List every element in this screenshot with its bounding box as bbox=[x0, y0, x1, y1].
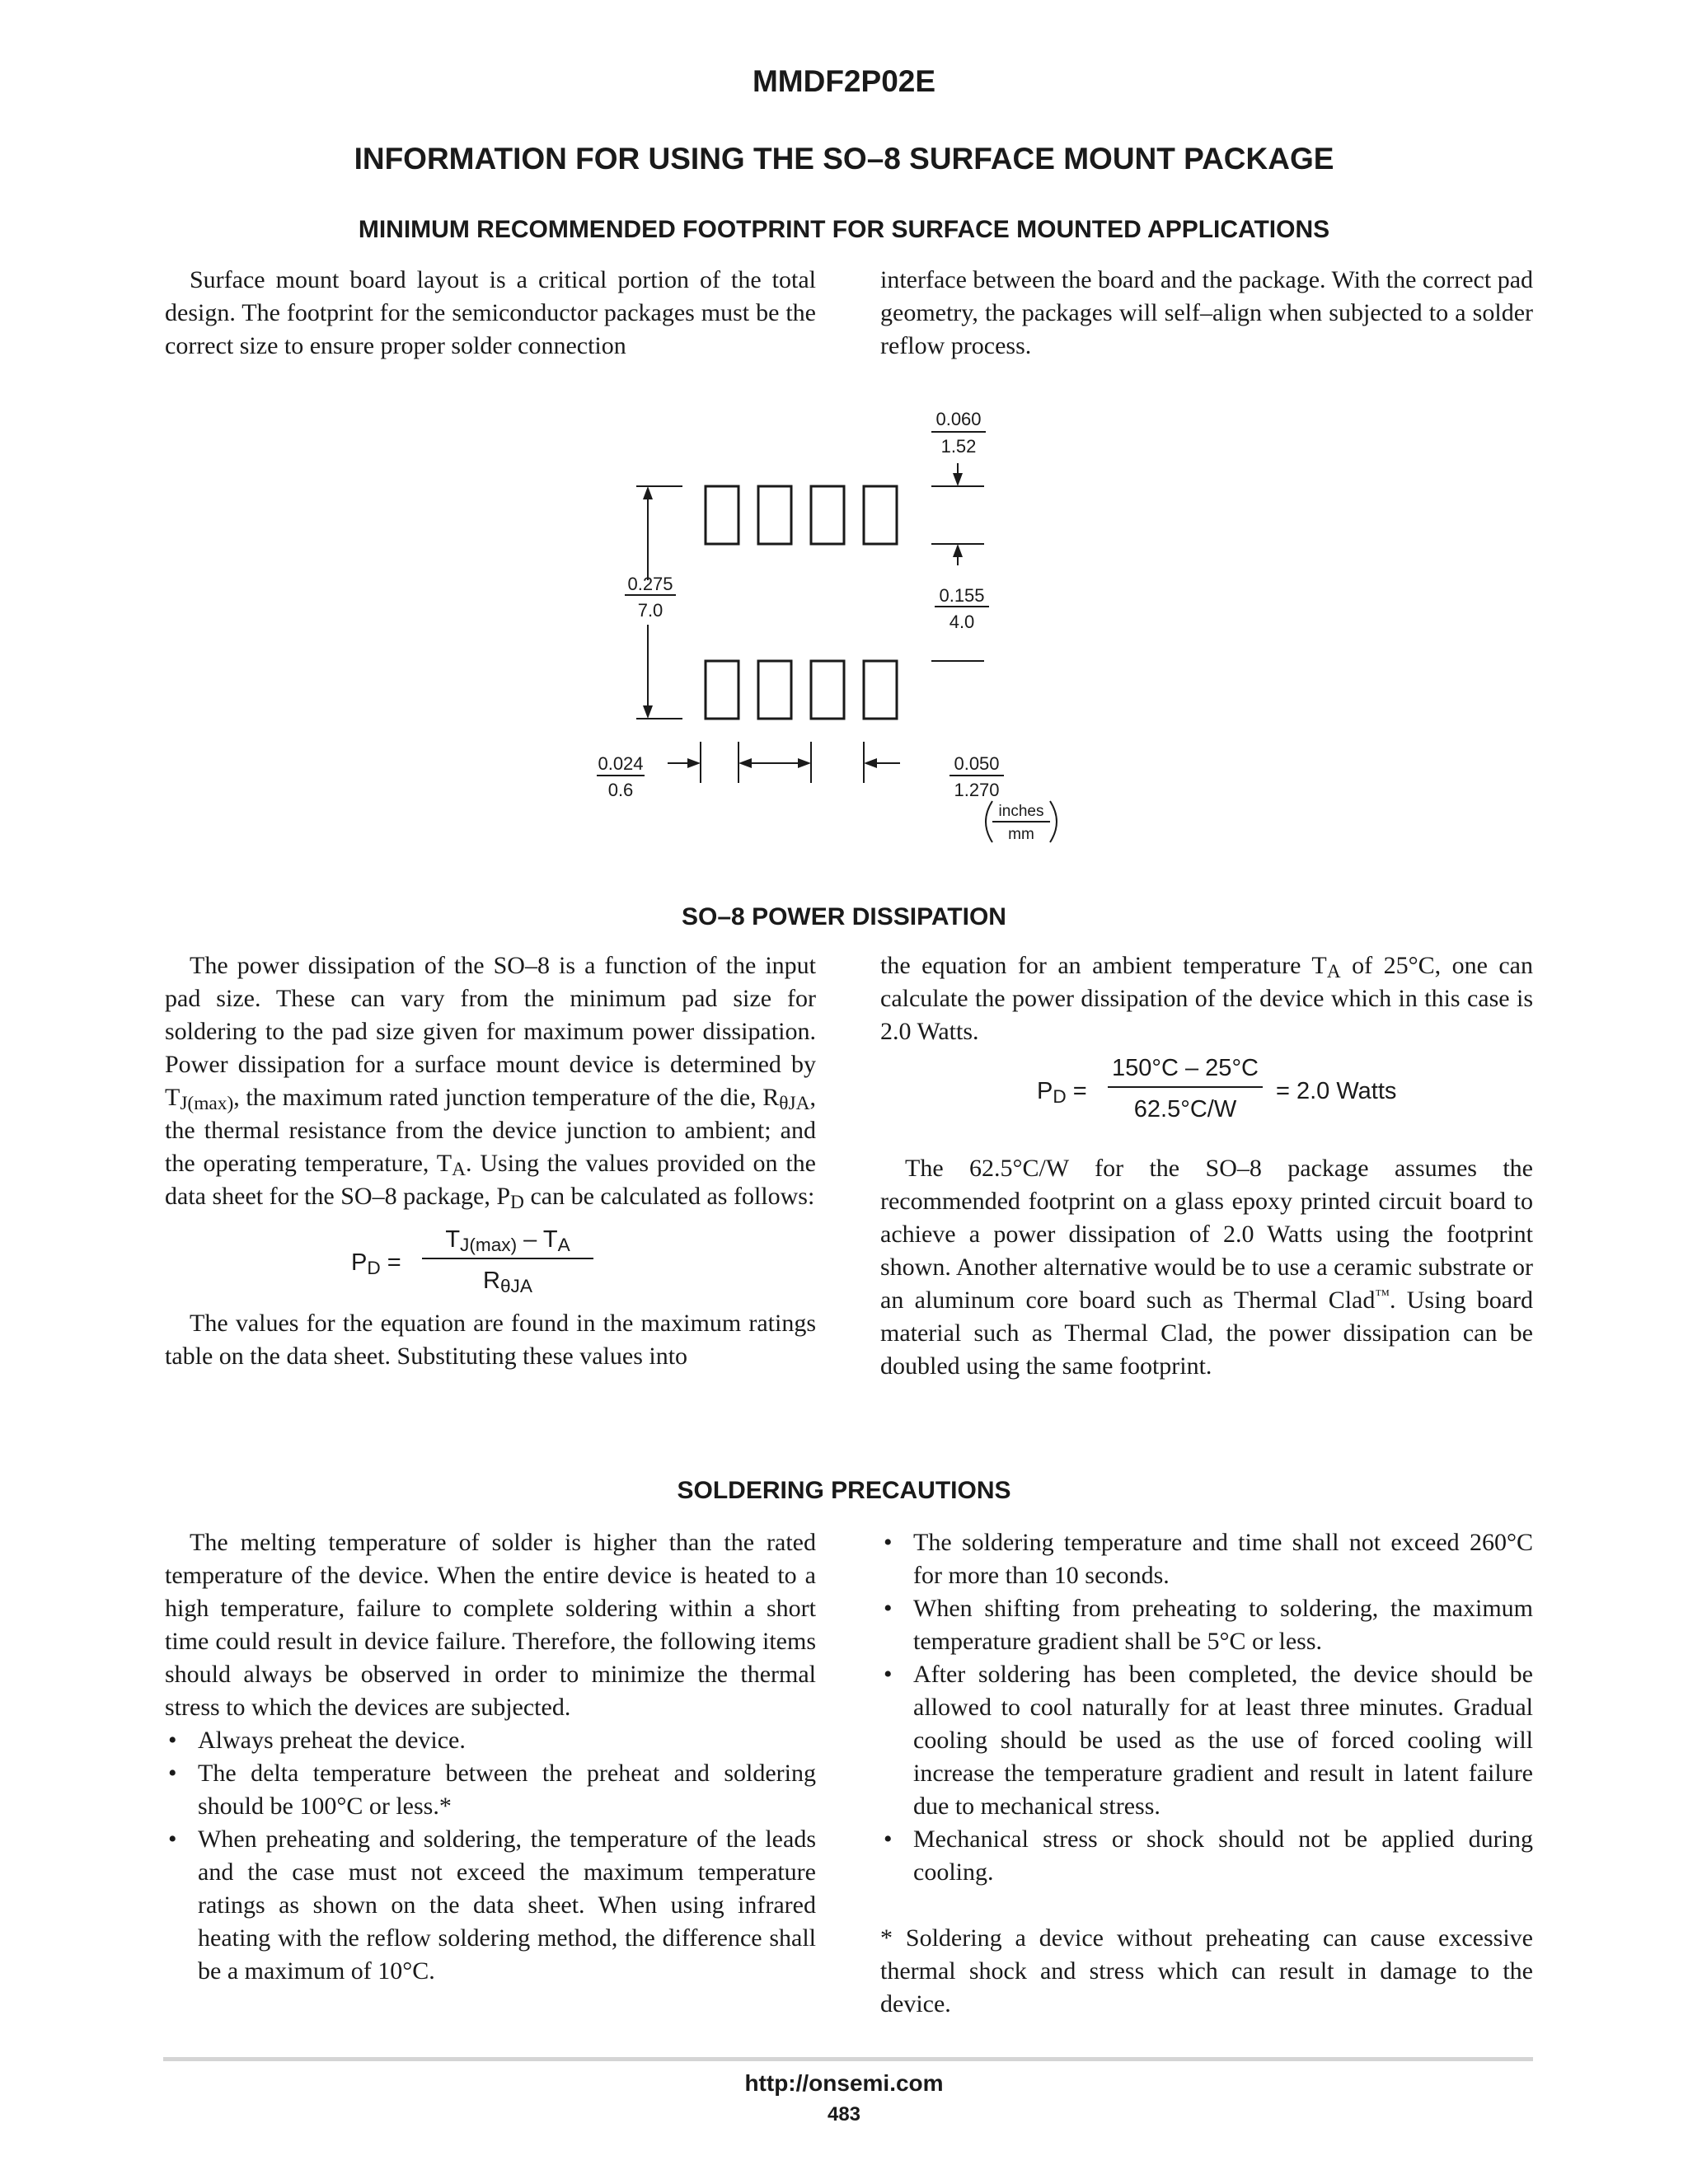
soldering-heading: SOLDERING PRECAUTIONS bbox=[677, 1477, 1011, 1504]
footer-link[interactable]: http://onsemi.com bbox=[744, 2070, 944, 2096]
unit-mm: mm bbox=[1008, 826, 1034, 843]
arrow-right-icon bbox=[798, 758, 811, 768]
footprint-paragraph-left: Surface mount board layout is a critical portion of the total design. The footprint for the semiconductor packages must be the correct size to ensure proper solder connection bbox=[165, 266, 816, 359]
list-item: • Mechanical stress or shock should not be applied during cooling. bbox=[880, 1823, 1533, 1889]
list-item: • After soldering has been completed, the device should be allowed to cool naturally for at least three minutes. Gradual cooling should be used as the use of forced cooling will increase the temperature gradient and result in latent failure due to mechanical stress. bbox=[880, 1658, 1533, 1823]
pad-bottom-1 bbox=[706, 661, 738, 719]
unit-inches: inches bbox=[998, 803, 1044, 820]
dim-pad-length-mm: 1.52 bbox=[940, 436, 977, 457]
power-text-left bbox=[165, 949, 816, 1373]
power-text-right bbox=[880, 949, 1533, 1383]
arrow-right-icon bbox=[687, 758, 701, 768]
pad-bottom-3 bbox=[811, 661, 844, 719]
dim-pitch-mm: 1.270 bbox=[954, 780, 1000, 800]
power-heading: SO–8 POWER DISSIPATION bbox=[682, 903, 1006, 930]
dim-overall-inches: 0.275 bbox=[627, 574, 673, 594]
arrow-left-icon bbox=[864, 758, 877, 768]
pad-top-3 bbox=[811, 486, 844, 544]
footprint-text-left bbox=[165, 264, 816, 363]
footprint-heading: MINIMUM RECOMMENDED FOOTPRINT FOR SURFACE MOUNTED APPLICATIONS bbox=[358, 216, 1330, 243]
list-item: • When shifting from preheating to soldering, the maximum temperature gradient shall be 5°C or less. bbox=[880, 1592, 1533, 1658]
arrow-up-icon bbox=[953, 544, 963, 557]
soldering-intro: The melting temperature of solder is higher than the rated temperature of the device. When the entire device is heated to a high temperature, failure to complete soldering within a short time could result in device failure. Therefore, the following items should always be observed in order to minimize the thermal stress to which the devices are subjected. bbox=[165, 1529, 816, 1721]
footprint-paragraph-right: interface between the board and the package. With the correct pad geometry, the packages will self–align when subjected to a solder reflow process. bbox=[880, 266, 1534, 359]
list-item: • The delta temperature between the preheat and soldering should be 100°C or less.* bbox=[165, 1757, 816, 1823]
soldering-list-left bbox=[165, 1724, 816, 1988]
dim-pitch-inches: 0.050 bbox=[954, 753, 1000, 774]
part-number: MMDF2P02E bbox=[752, 64, 936, 98]
power-paragraph-1: The power dissipation of the SO–8 is a function of the input pad size. These can vary from the minimum pad size for soldering to the pad size given for maximum power dissipation. Power dissipation for a surface mount device is determined by $T_{J(max)}$, the maximum rated junction temperature of the die, $R_{\theta JA}$, the thermal resistance from the device junction to ambient; and the operating temperature, $T_A$. Using the values provided on the data sheet for the SO–8 package, $P_D$ can be calculated as follows: bbox=[165, 952, 816, 1214]
page-number: 483 bbox=[827, 2103, 861, 2125]
arrow-up-icon bbox=[643, 486, 653, 499]
dim-pad-length-inches: 0.060 bbox=[935, 409, 982, 429]
soldering-list-right bbox=[880, 1526, 1533, 1889]
power-paragraph-3: the equation for an ambient temperature $T_A$ of 25°C, one can calculate the power dissipation of the device which in this case is 2.0 Watts. bbox=[880, 952, 1533, 1045]
pad-top-4 bbox=[864, 486, 897, 544]
pad-top-2 bbox=[758, 486, 791, 544]
power-paragraph-2: The values for the equation are found in the maximum ratings table on the data sheet. Substituting these values into bbox=[165, 1310, 816, 1370]
page-title: INFORMATION FOR USING THE SO–8 SURFACE MOUNT PACKAGE bbox=[354, 142, 1334, 176]
soldering-text-left bbox=[165, 1526, 816, 1988]
dim-overall-mm: 7.0 bbox=[637, 600, 663, 621]
pad-bottom-4 bbox=[864, 661, 897, 719]
dim-gap-mm: 4.0 bbox=[949, 612, 975, 632]
arrow-down-icon bbox=[953, 473, 963, 486]
pad-bottom-2 bbox=[758, 661, 791, 719]
soldering-text-right bbox=[880, 1526, 1533, 2021]
soldering-footnote: * Soldering a device without preheating can cause excessive thermal shock and stress which can result in damage to the device. bbox=[880, 1924, 1533, 2018]
power-equation-general: $P_D$ = $T_{J(max)} - T_A$ $R_{\theta JA}$ bbox=[165, 1223, 816, 1299]
list-item: • The soldering temperature and time shall not exceed 260°C for more than 10 seconds. bbox=[880, 1526, 1533, 1592]
pad-top-1 bbox=[706, 486, 738, 544]
dim-pad-width-mm: 0.6 bbox=[607, 780, 634, 800]
list-item: • Always preheat the device. bbox=[165, 1724, 816, 1757]
dim-pad-width-inches: 0.024 bbox=[598, 753, 644, 774]
dim-gap-inches: 0.155 bbox=[939, 585, 985, 606]
arrow-left-icon bbox=[738, 758, 752, 768]
power-equation-result: $P_D$ = 150°C – 25°C 62.5°C/W = 2.0 Watts bbox=[1037, 1055, 1397, 1122]
footer-divider bbox=[163, 2057, 1533, 2061]
list-item: • When preheating and soldering, the temperature of the leads and the case must not exceed the maximum temperature ratings as shown on the data sheet. When using infrared heating with the reflow soldering method, the difference shall be a maximum of 10°C. bbox=[165, 1823, 816, 1988]
power-paragraph-4: The 62.5°C/W for the SO–8 package assumes the recommended footprint on a glass epoxy printed circuit board to achieve a power dissipation of 2.0 Watts using the footprint shown. Another alternative would be to use a ceramic substrate or an aluminum core board such as Thermal Clad™. Using board material such as Thermal Clad, the power dissipation can be doubled using the same footprint. bbox=[880, 1155, 1533, 1380]
footprint-diagram bbox=[577, 389, 1088, 875]
arrow-down-icon bbox=[643, 705, 653, 719]
footprint-text-right bbox=[880, 264, 1533, 363]
